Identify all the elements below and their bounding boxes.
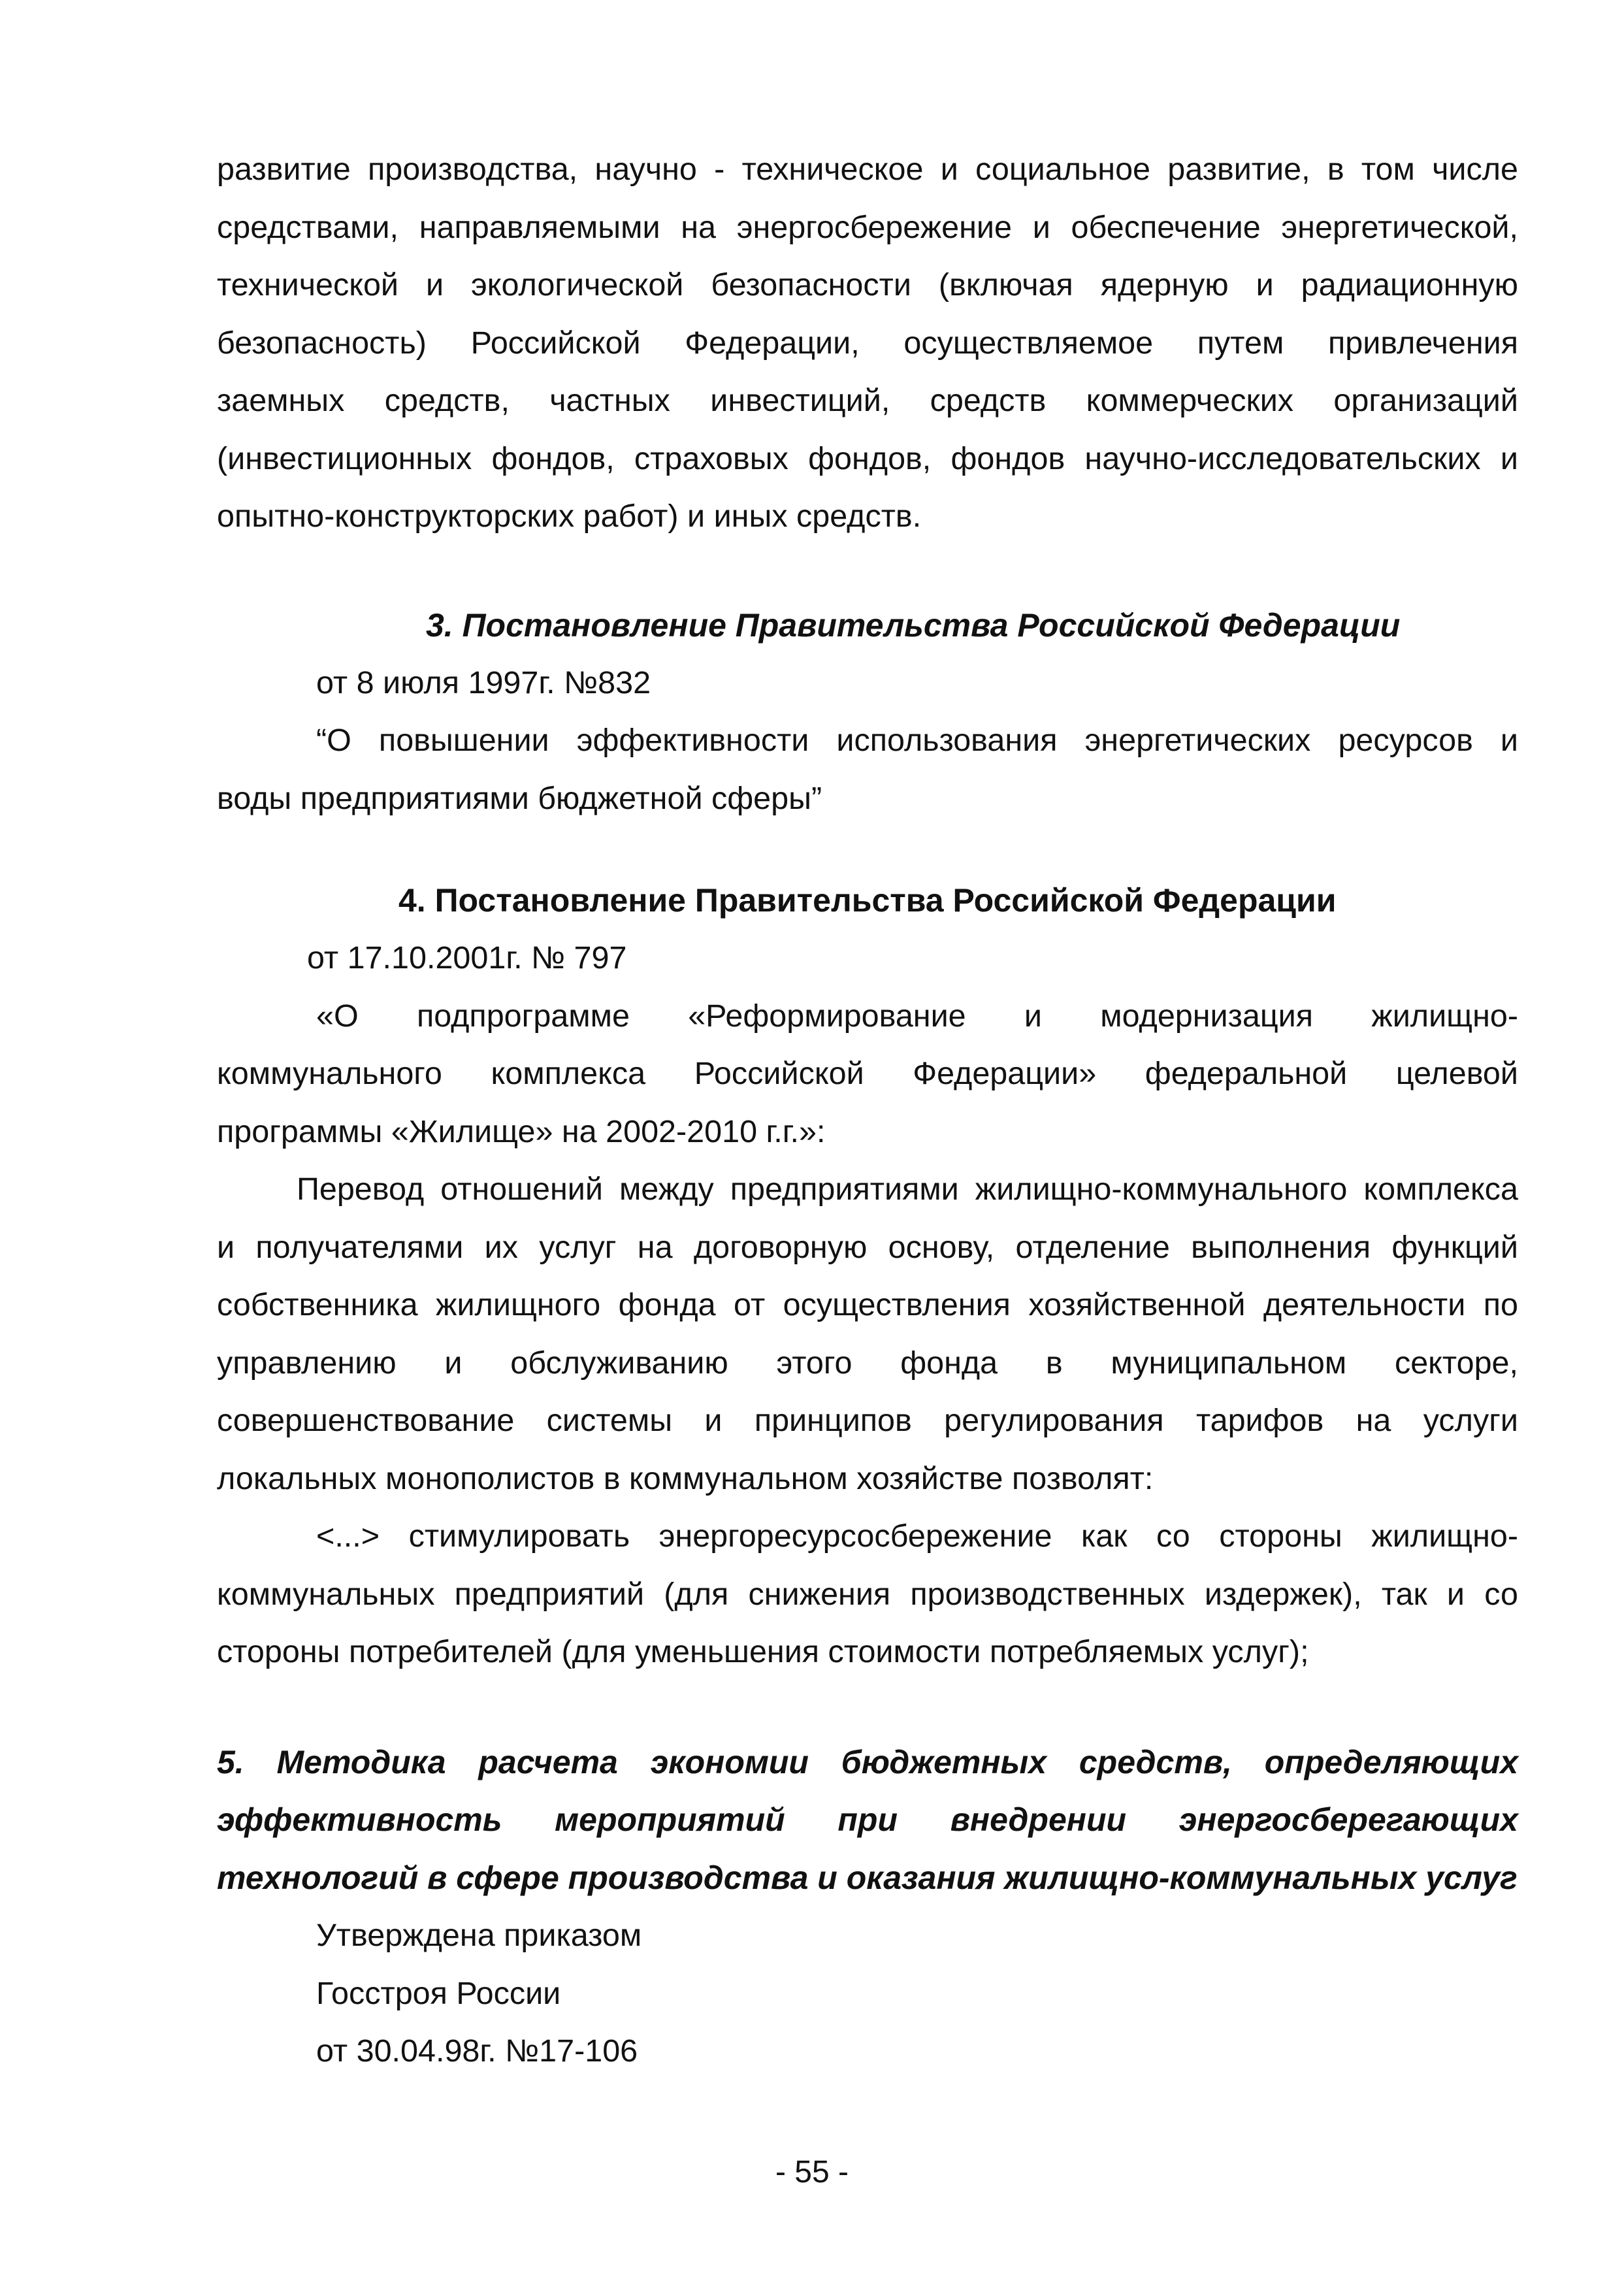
section-4-body-line: совершенствование системы и принципов регулирования тарифов на услуги [217, 1403, 1518, 1438]
section-5-approval-line: Утверждена приказом [316, 1918, 642, 1953]
section-4-heading: 4. Постановление Правительства Российской Федерации [398, 882, 1337, 919]
section-4-body-line: локальных монополистов в коммунальном хозяйстве позволят: [217, 1460, 1154, 1496]
section-3 [217, 597, 1518, 828]
text-line: развитие производства, научно - техническое и социальное развитие, в том числе [217, 152, 1518, 187]
section-5-heading-line: эффективность мероприятий при внедрении энергосберегающих [217, 1801, 1518, 1838]
section-4-body-line: управлению и обслуживанию этого фонда в муниципальном секторе, [217, 1345, 1518, 1381]
intro-paragraph [217, 140, 1518, 546]
document-page [217, 140, 1518, 2080]
section-3-title-line: воды предприятиями бюджетной сферы” [217, 780, 822, 816]
text-line: опытно-конструкторских работ) и иных средств. [217, 499, 922, 534]
section-5-approval-line: от 30.04.98г. №17-106 [316, 2033, 638, 2069]
section-3-heading: 3. Постановление Правительства Российской Федерации [426, 606, 1401, 644]
text-line: заемных средств, частных инвестиций, средств коммерческих организаций [217, 383, 1518, 418]
section-5-approval-line: Госстроя России [316, 1975, 561, 2011]
section-4-quote-line: коммунальных предприятий (для снижения производственных издержек), так и со [217, 1576, 1518, 1612]
section-4-title-line: коммунального комплекса Российской Федерации» федеральной целевой [217, 1056, 1518, 1091]
section-5-heading-line: 5. Методика расчета экономии бюджетных средств, определяющих [217, 1743, 1518, 1780]
section-3-title-line: “О повышении эффективности использования энергетических ресурсов и [316, 723, 1518, 758]
section-4-quote-line: стороны потребителей (для уменьшения стоимости потребляемых услуг); [217, 1634, 1309, 1669]
section-4-body-line: собственника жилищного фонда от осуществления хозяйственной деятельности по [217, 1287, 1518, 1322]
section-4-quote-line: <...> стимулировать энергоресурсосбережение как со стороны жилищно- [316, 1518, 1518, 1554]
section-4-date: от 17.10.2001г. № 797 [307, 940, 627, 975]
section-4-title-line: программы «Жилище» на 2002-2010 г.г.»: [217, 1113, 826, 1149]
page-number: - 55 - [775, 2155, 849, 2189]
section-4-title-line: «О подпрограмме «Реформирование и модернизация жилищно- [316, 998, 1518, 1034]
text-line: безопасность) Российской Федерации, осуществляемое путем привлечения [217, 325, 1518, 361]
section-4-body-line: Перевод отношений между предприятиями жилищно-коммунального комплекса [297, 1172, 1518, 1207]
section-5 [217, 1733, 1518, 2080]
text-line: средствами, направляемыми на энергосбережение и обеспечение энергетической, [217, 209, 1518, 245]
section-5-heading-line: технологий в сфере производства и оказания жилищно-коммунальных услуг [217, 1859, 1518, 1896]
section-4 [217, 872, 1518, 1681]
text-line: (инвестиционных фондов, страховых фондов, фондов научно-исследовательских и [217, 440, 1518, 476]
section-4-body-line: и получателями их услуг на договорную основу, отделение выполнения функций [217, 1229, 1518, 1265]
text-line: технической и экологической безопасности (включая ядерную и радиационную [217, 267, 1518, 303]
section-3-date: от 8 июля 1997г. №832 [316, 664, 651, 700]
